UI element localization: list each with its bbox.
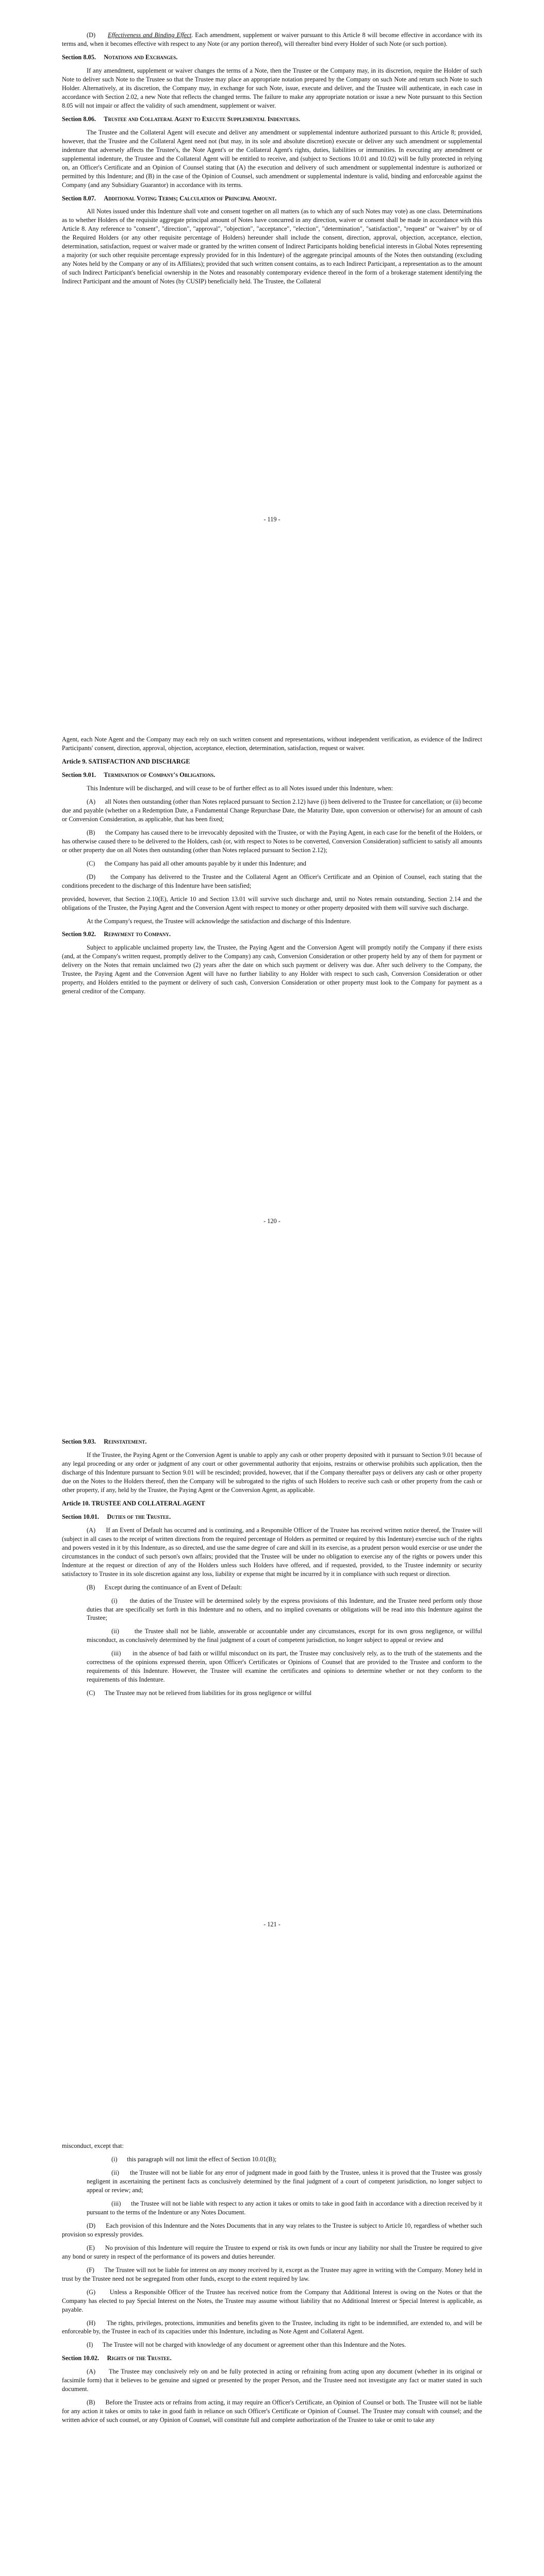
clause-text: this paragraph will not limit the effect of Section 10.01(B); xyxy=(127,2155,277,2163)
clause-text: the Company has caused there to be irrevocably deposited with the Trustee, or with the Paying Agent, in each case for the benefit of the Holders, or has otherwise caused there to be delivered to the Holders, cash (or, with respect to Notes to be converted, Conversion Consideration) sufficient to satisfy all amounts or other property due on all Notes then outstanding (other than Notes replaced pursuant to Section 2.12); xyxy=(62,828,482,854)
paragraph-9-02: Subject to applicable unclaimed property law, the Trustee, the Paying Agent and the Conversion Agent will promptly notify the Company if there exists (and, at the Company's written request, promptly deliver to the Company) any cash, Conversion Consideration or other property held by any of them for payment or delivery on the Notes that remain unclaimed two (2) years after the date on which such payment or delivery was due. After such delivery to the Company, the Trustee, the Paying Agent and the Conversion Agent will have no further liability to any Holder with respect to such cash, Conversion Consideration or other property, and Holders entitled to the payment or delivery of such cash, Conversion Consideration or other property must look to the Company for payment as a general creditor of the Company. xyxy=(62,944,482,995)
clause-text: The Trustee will not be liable for interest on any money received by it, except as the Trustee may agree in writing with the Company. Money held in trust by the Trustee need not be segregated from other funds, except to the extent required by law. xyxy=(62,2266,483,2282)
clause-f xyxy=(62,2266,482,2283)
rights-clause-a xyxy=(62,2367,482,2394)
clause-i xyxy=(62,2341,482,2349)
section-number: Section 9.01. xyxy=(62,771,96,778)
section-number: Section 8.05. xyxy=(62,53,96,61)
clause-text: in the absence of bad faith or willful misconduct on its part, the Trustee may conclusively rely, as to the truth of the statements and the correctness of the opinions expressed therein, upon Officer's Certificates or Opinions of Counsel that are provided to the Trustee and conform to the requirements of this Indenture. However, the Trustee will examine the certificates and opinions to determine whether or not they conform to the requirements of this Indenture. xyxy=(87,1650,482,1684)
rights-clause-b xyxy=(62,2398,482,2425)
clause-text: Unless a Responsible Officer of the Trustee has received notice from the Company that Additional Interest is owing on the Notes or that the Company has elected to pay Special Interest on the Notes, the Trustee may assume without liability that no Additional Interest or Special Interest is applicable, as payable. xyxy=(62,2288,482,2313)
paragraph-8-06: The Trustee and the Collateral Agent will execute and deliver any amendment or supplemental indenture authorized pursuant to this Article 8; provided, however, that the Trustee and the Collateral Agent need not (but may, in its sole and absolute discretion) execute or deliver any such amendment or supplemental indenture that adversely affects the Trustee's, the Note Agent's or the Collateral Agent's rights, duties, liabilities or immunities. In executing any amendment or supplemental indenture, the Trustee and the Collateral Agent will be entitled to receive, and (subject to Sections 10.01 and 10.02) will be fully protected in relying on, an Officer's Certificate and an Opinion of Counsel stating that (A) the execution and delivery of such amendment or supplemental indenture is authorized or permitted by this Indenture; and (B) in the case of the Opinion of Counsel, such amendment or supplemental indenture is valid, binding and enforceable against the Company (and any Subsidiary Guarantor) in accordance with its terms. xyxy=(62,128,482,189)
clause-a xyxy=(62,798,482,824)
clause-label: (I) xyxy=(87,2341,93,2349)
clause-text: the Company has paid all other amounts payable by it under this Indenture; and xyxy=(104,859,306,867)
section-title: Trustee and Collateral Agent to Execute Supplemental Indentures. xyxy=(104,115,301,123)
section-10-02-heading xyxy=(62,2354,482,2363)
clause-text: the Trustee shall not be liable, answerable or accountable under any circumstances, except for its own gross negligence, or willful misconduct, as conclusively determined by the final judgment of a court of competent jurisdiction, no longer subject to appeal or review and xyxy=(87,1628,482,1644)
clause-b-ii xyxy=(62,1627,482,1645)
clause-c xyxy=(62,859,482,868)
clause-text: The Trustee may not be relieved from liabilities for its gross negligence or willful xyxy=(104,1689,312,1697)
clause-label: (iii) xyxy=(111,2199,121,2207)
article-10-title: Article 10. TRUSTEE AND COLLATERAL AGENT xyxy=(62,1499,205,1507)
page-119 xyxy=(0,0,544,703)
section-8-05-heading xyxy=(62,53,482,62)
clause-g xyxy=(62,2288,482,2314)
clause-label: (D) xyxy=(87,873,96,880)
clause-text: the duties of the Trustee will be determined solely by the express provisions of this Indenture, and the Trustee need perform only those duties that are specifically set forth in this Indenture and no others, and no implied covenants or obligations will be read into this Indenture against the Trustee; xyxy=(87,1597,482,1622)
section-9-03-heading xyxy=(62,1437,482,1446)
section-8-07-heading xyxy=(62,194,482,203)
clause-b xyxy=(62,828,482,855)
clause-b-i xyxy=(62,1597,482,1623)
section-title: Termination of Company's Obligations. xyxy=(104,771,216,778)
section-9-01-heading xyxy=(62,771,482,779)
clause-c xyxy=(62,1689,482,1698)
section-title: Notations and Exchanges. xyxy=(104,53,178,61)
section-number: Section 8.07. xyxy=(62,194,96,202)
clause-label: (C) xyxy=(87,1689,95,1697)
clause-label: (i) xyxy=(111,2155,118,2163)
clause-text: No provision of this Indenture will require the Trustee to expend or risk its own funds or incur any liability nor shall the Trustee be required to give any bond or surety in respect of the performance of its powers and duties hereunder. xyxy=(62,2244,483,2260)
clause-label: (B) xyxy=(87,2399,95,2406)
clause-b xyxy=(62,1583,482,1592)
item-label: (D) xyxy=(87,31,96,39)
page-number: - 121 - xyxy=(263,1921,281,1928)
paragraph-9-03: If the Trustee, the Paying Agent or the Conversion Agent is unable to apply any cash or other property deposited with it pursuant to Section 9.01 because of any legal proceeding or any order or judgment of any court or other governmental authority that enjoins, restrains or otherwise prohibits such application, then the discharge of this Indenture pursuant to Section 9.01 will be rescinded; provided, however, that if the Company thereafter pays or delivers any cash or other property due on the Notes to the Holders thereof, then the Company will be subrogated to the rights of such Holders to receive such cash or other property from the cash or other property, if any, held by the Trustee, the Paying Agent or the Conversion Agent, as applicable. xyxy=(62,1451,482,1494)
section-title: Duties of the Trustee. xyxy=(107,1513,171,1520)
section-title: Repayment to Company. xyxy=(104,930,171,938)
section-title: Rights of the Trustee. xyxy=(107,2354,172,2362)
paragraph-8-07: All Notes issued under this Indenture shall vote and consent together on all matters (as to which any of such Notes may vote) as one class. Determinations as to whether Holders of the requisite aggregate principal amount of Notes have concurred in any direction, waiver or consent shall be made in accordance with this Article 8. Any reference to "consent", "direction", "approval", "objection", "acceptance", "election", "determination", "satisfaction", "request" or "waiver" by or of the Required Holders (or any other requisite percentage of Holders) hereunder shall include the consent, direction, approval, objection, acceptance, election, determination, satisfaction, request or waiver made or granted by the written consent of Indirect Participants holding beneficial interests in Global Notes representing a majority (or such other requisite percentage expressly provided for in this Indenture) of the aggregate principal amounts of the Notes then outstanding (excluding any Notes held by the Company or any of its Affiliates); provided that such written consent contains, as to each Indirect Participant, a representation as to the amount of such Indirect Participant's beneficial ownership in the Notes and reasonably contemporary evidence thereof in the form of a brokerage statement identifying the Indirect Participant and the amount of Notes (by CUSIP) beneficially held. The Trustee, the Collateral xyxy=(62,208,482,285)
clause-label: (B) xyxy=(87,828,95,836)
clause-label: (D) xyxy=(87,2222,96,2229)
clause-text: The rights, privileges, protections, immunities and benefits given to the Trustee, including its right to be indemnified, are extended to, and will be enforceable by, the Trustee in each of its capacities under this Indenture, including as Note Agent and Collateral Agent. xyxy=(62,2319,482,2335)
clause-text: the Trustee will not be liable with respect to any action it takes or omits to take in good faith in accordance with a direction received by it pursuant to the terms of the Indenture or any Notes Document. xyxy=(87,2199,482,2216)
clause-text: the Company has delivered to the Trustee and the Collateral Agent an Officer's Certificate and an Opinion of Counsel, each stating that the conditions precedent to the discharge of this Indenture have been satisfied; xyxy=(62,873,482,889)
clause-c-iii xyxy=(62,2199,482,2217)
paragraph-8-05: If any amendment, supplement or waiver changes the terms of a Note, then the Trustee or the Company may, in its discretion, require the Holder of such Note to deliver such Note to the Trustee so that the Trustee may place an appropriate notation prepared by the Company on such Note and return such Note to such Holder. Alternatively, at its discretion, the Company may, in exchange for such Note, issue, execute and deliver, and the Trustee will authenticate, in each case in accordance with Section 2.02, a new Note that reflects the changed terms. The failure to make any appropriate notation or issue a new Note pursuant to this Section 8.05 will not impair or affect the validity of such amendment, supplement or waiver. xyxy=(62,66,482,109)
clause-label: (A) xyxy=(87,1526,96,1534)
page-120 xyxy=(0,703,544,1406)
section-number: Section 8.06. xyxy=(62,115,96,123)
page-number: - 120 - xyxy=(263,1217,281,1225)
paragraph-8-04-d xyxy=(62,31,482,48)
clause-text: Except during the continuance of an Event of Default: xyxy=(104,1583,242,1591)
section-9-02-heading xyxy=(62,930,482,939)
clause-d xyxy=(62,2222,482,2239)
page-122 xyxy=(0,2110,544,2576)
clause-b-iii xyxy=(62,1649,482,1684)
paragraph-continued: Agent, each Note Agent and the Company may each rely on such written consent and representations, without independent verification, as evidence of the Indirect Participants' consent, direction, approval, objection, acceptance, election, determination, satisfaction, request or waiver. xyxy=(62,736,482,752)
clause-label: (F) xyxy=(87,2266,95,2274)
clause-text: all Notes then outstanding (other than Notes replaced pursuant to Section 2.12) have (i) been delivered to the Trustee for cancellation; or (ii) become due and payable (whether on a Redemption Date, a Fundamental Change Repurchase Date, the Maturity Date, upon conversion or otherwise) for an amount of cash or Conversion Consideration, as applicable, that has been fixed; xyxy=(62,798,482,823)
clause-label: (G) xyxy=(87,2288,96,2296)
section-10-01-heading xyxy=(62,1513,482,1521)
clause-label: (i) xyxy=(111,1597,118,1604)
item-text: . Each amendment, supplement or waiver pursuant to this Article 8 will become effective in accordance with its terms and, when it becomes effective with respect to any Note (or any portion thereof), will thereafter bind every Holder of such Note (or such portion). xyxy=(62,31,482,47)
clause-label: (C) xyxy=(87,859,95,867)
clause-label: (B) xyxy=(87,1583,95,1591)
clause-label: (A) xyxy=(87,2368,96,2376)
clause-a xyxy=(62,1526,482,1579)
section-number: Section 9.03. xyxy=(62,1438,96,1445)
proviso-paragraph: provided, however, that Section 2.10(E), Article 10 and Section 13.01 will survive such discharge and, until no Notes remain outstanding, Section 2.14 and the obligations of the Trustee, the Paying Agent and the Conversion Agent with respect to money or other property deposited with them will survive such discharge. xyxy=(62,895,482,911)
clause-text: The Trustee will not be charged with knowledge of any document or agreement other than this Indenture and the Notes. xyxy=(102,2341,406,2349)
clause-label: (H) xyxy=(87,2319,96,2327)
clause-text: Before the Trustee acts or refrains from acting, it may require an Officer's Certificate, an Opinion of Counsel or both. The Trustee will not be liable for any action it takes or omits to take in good faith in reliance on such Officer's Certificate or Opinion of Counsel. The Trustee may consult with counsel; and the written advice of such counsel, or any Opinion of Counsel, will constitute full and complete authorization of the Trustee to take or omit to take any xyxy=(62,2399,482,2424)
paragraph-9-01: This Indenture will be discharged, and will cease to be of further effect as to all Notes issued under this Indenture, when: xyxy=(87,784,393,792)
section-title: Additional Voting Terms; Calculation of Principal Amount. xyxy=(104,194,277,202)
section-title: Reinstatement. xyxy=(104,1438,147,1445)
clause-label: (iii) xyxy=(111,1650,121,1657)
clause-c-ii xyxy=(62,2168,482,2195)
clause-text: The Trustee may conclusively rely on and be fully protected in acting or refraining from acting upon any document (whether in its original or facsimile form) that it believes to be genuine and signed or presented by the proper Person, and the Trustee need not investigate any fact or matter stated in such document. xyxy=(62,2368,483,2393)
paragraph-continued: misconduct, except that: xyxy=(62,2142,124,2149)
clause-label: (A) xyxy=(87,798,96,805)
page-121 xyxy=(0,1406,544,2110)
clause-d xyxy=(62,873,482,890)
article-9-title: Article 9. SATISFACTION AND DISCHARGE xyxy=(62,757,190,765)
section-number: Section 10.02. xyxy=(62,2354,100,2362)
clause-label: (ii) xyxy=(111,2168,120,2176)
page-number: - 119 - xyxy=(263,516,281,523)
acknowledgement-paragraph: At the Company's request, the Trustee will acknowledge the satisfaction and discharge of this Indenture. xyxy=(87,917,351,925)
section-8-06-heading xyxy=(62,115,482,124)
clause-text: Each provision of this Indenture and the Notes Documents that in any way relates to the Trustee is subject to Article 10, regardless of whether such provision so expressly provides. xyxy=(62,2222,482,2238)
section-number: Section 9.02. xyxy=(62,930,96,938)
clause-c-i xyxy=(62,2155,482,2164)
section-number: Section 10.01. xyxy=(62,1513,100,1520)
clause-h xyxy=(62,2319,482,2336)
clause-text: If an Event of Default has occurred and is continuing, and a Responsible Officer of the Trustee has received written notice thereof, the Trustee will (subject in all cases to the receipt of written directions from the required percentage of Holders as permitted or required by this Indenture) exercise such of the rights and powers vested in it by this Indenture, as so directed, and use the same degree of care and skill in its exercise, as a prudent person would exercise or use under the circumstances in the conduct of such person's own affairs; provided that the Trustee will be under no obligation to exercise any of the rights or powers under this Indenture at the request or direction of any of the Holders unless such Holders have offered, and if requested, provided, to the Trustee indemnity or security satisfactory to Trustee in its sole discretion against any loss, liability or expense that might be incurred by it in compliance with such request or direction. xyxy=(62,1526,482,1578)
clause-label: (E) xyxy=(87,2244,95,2251)
clause-text: the Trustee will not be liable for any error of judgment made in good faith by the Trustee, unless it is proved that the Trustee was grossly negligent in ascertaining the pertinent facts as conclusively determined by the final judgment of a court of competent jurisdiction, no longer subject to appeal or review; and; xyxy=(87,2168,482,2194)
clause-label: (ii) xyxy=(111,1628,120,1635)
item-heading: Effectiveness and Binding Effect xyxy=(107,31,192,39)
clause-e xyxy=(62,2244,482,2261)
